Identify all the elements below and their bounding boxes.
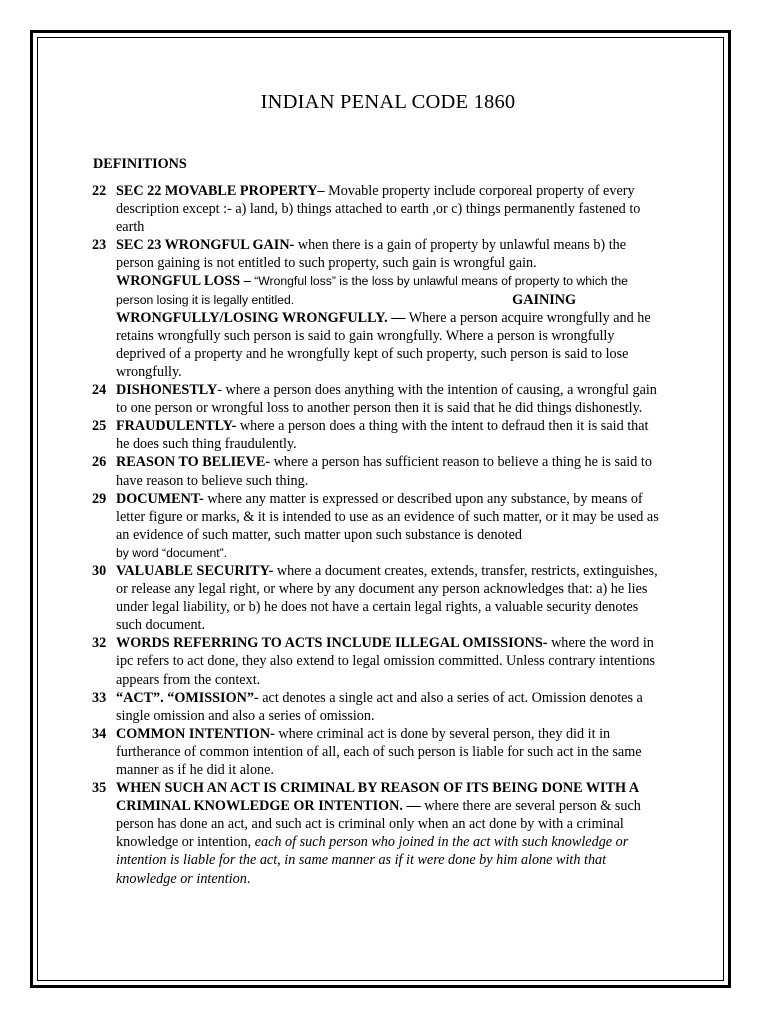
definition-body: where criminal act is done by several person, they did it in furtherance of common intention of all, each of such person is liable for such act in the same manner as if he did it alone.	[116, 725, 642, 778]
definition-number: 22	[92, 183, 107, 199]
definition-text	[116, 417, 661, 453]
definition-number: 33	[92, 689, 107, 706]
definition-24	[93, 381, 661, 417]
definition-26	[93, 453, 661, 489]
definition-head: DOCUMENT-	[116, 490, 204, 507]
definition-number: 35	[92, 780, 107, 797]
definition-head: SEC 23 WRONGFUL GAIN-	[116, 237, 295, 254]
definition-head: FRAUDULENTLY-	[116, 418, 237, 435]
definition-body: where any matter is expressed or described upon any substance, by means of letter figure or marks, & it is intended to use as an evidence of such matter, or it may be used as an evidence of such matter, such matter upon such substance is denoted	[116, 490, 659, 543]
definition-25	[93, 417, 661, 453]
definition-body: where the word in ipc refers to act done, they also extend to legal omission committed. Unless contrary intentions appears from the context.	[116, 635, 655, 688]
definition-body: where a person does a thing with the intent to defraud then it is said that he does such thing fraudulently.	[116, 418, 649, 453]
definition-body: where a document creates, extends, transfer, restricts, extinguishes, or release any legal right, or where by any document any person acknowledges that: a) he lies under legal liability, or b) he does not have a certain legal rights, a valuable security denotes such document.	[116, 562, 658, 634]
definition-text	[116, 562, 661, 634]
definition-text	[116, 182, 661, 236]
definition-end: .	[246, 870, 251, 887]
definition-text	[116, 490, 661, 562]
definition-number: 32	[92, 635, 107, 652]
definition-text	[116, 236, 661, 381]
definition-body: when there is a gain of property by unlawful means b) the person gaining is not entitled to such property, such gain is wrongful gain.	[116, 237, 627, 272]
definition-number: 34	[92, 725, 107, 742]
definition-body: - where a person does anything with the intention of causing, a wrongful gain to one person or wrongful loss to another person then it is said that he did things dishonestly.	[116, 382, 657, 417]
definition-number: 29	[92, 490, 107, 507]
definitions-list	[93, 182, 661, 888]
definition-number: 23	[92, 237, 107, 254]
definition-head: SEC 22 MOVABLE PROPERTY–	[116, 183, 325, 199]
definition-head: REASON TO BELIEVE-	[116, 454, 271, 471]
definition-tail: by word “document”.	[116, 545, 228, 560]
definition-text	[116, 453, 661, 489]
definition-head: VALUABLE SECURITY-	[116, 562, 274, 579]
definition-head: WHEN SUCH AN ACT IS CRIMINAL BY REASON OF ITS BEING DONE WITH A CRIMINAL KNOWLEDGE OR INTENTION. —	[116, 780, 639, 815]
definition-number: 30	[92, 562, 107, 579]
definition-text	[116, 725, 661, 779]
definition-23	[93, 236, 661, 381]
section-heading: DEFINITIONS	[93, 156, 187, 172]
gaining-wrongfully-body: Where a person acquire wrongfully and he retains wrongfully such person is said to gain wrongfully. Where a person is wrongfully deprived of a property and he wrongfully kept of such property, such person is said to lose wrongfully.	[116, 309, 651, 380]
definition-number: 24	[92, 382, 107, 399]
definition-text	[116, 779, 661, 888]
definition-text	[116, 381, 661, 417]
wrongful-loss-head: WRONGFUL LOSS –	[116, 273, 251, 290]
definition-body: act denotes a single act and also a series of act. Omission denotes a single omission and also a series of omission.	[116, 689, 643, 724]
definition-33	[93, 689, 661, 725]
definition-number: 26	[92, 454, 107, 471]
definition-22	[93, 182, 661, 236]
definition-35	[93, 779, 661, 888]
definition-body-italic: each of such person who joined in the act with such knowledge or intention is liable for the act, in same manner as if it were done by him alone with that knowledge or intention	[116, 834, 629, 887]
gaining-wrongfully-head: GAINING WRONGFULLY/LOSING WRONGFULLY. —	[116, 291, 577, 326]
page-title: INDIAN PENAL CODE 1860	[260, 91, 516, 113]
definition-text	[116, 689, 661, 725]
definition-head: COMMON INTENTION-	[116, 725, 275, 742]
definition-30	[93, 562, 661, 634]
definition-number: 25	[92, 418, 107, 435]
definition-body: where there are several person & such person has done an act, and such act is criminal only when an act done by with a criminal knowledge or intention,	[116, 798, 641, 851]
definition-29	[93, 490, 661, 562]
definition-body: Movable property include corporeal property of every description except :- a) land, b) things attached to earth ,or c) things permanently fastened to earth	[116, 183, 641, 236]
definition-34	[93, 725, 661, 779]
definition-body: where a person has sufficient reason to believe a thing he is said to have reason to believe such thing.	[116, 454, 652, 489]
definition-text	[116, 634, 661, 688]
definition-head: WORDS REFERRING TO ACTS INCLUDE ILLEGAL OMISSIONS-	[116, 635, 548, 652]
definition-head: “ACT”. “OMISSION”-	[116, 689, 259, 706]
definition-32	[93, 634, 661, 688]
definition-head: DISHONESTLY	[116, 382, 218, 399]
wrongful-loss-body: “Wrongful loss” is the loss by unlawful means of property to which the person losing it is legally entitled.	[116, 274, 628, 307]
